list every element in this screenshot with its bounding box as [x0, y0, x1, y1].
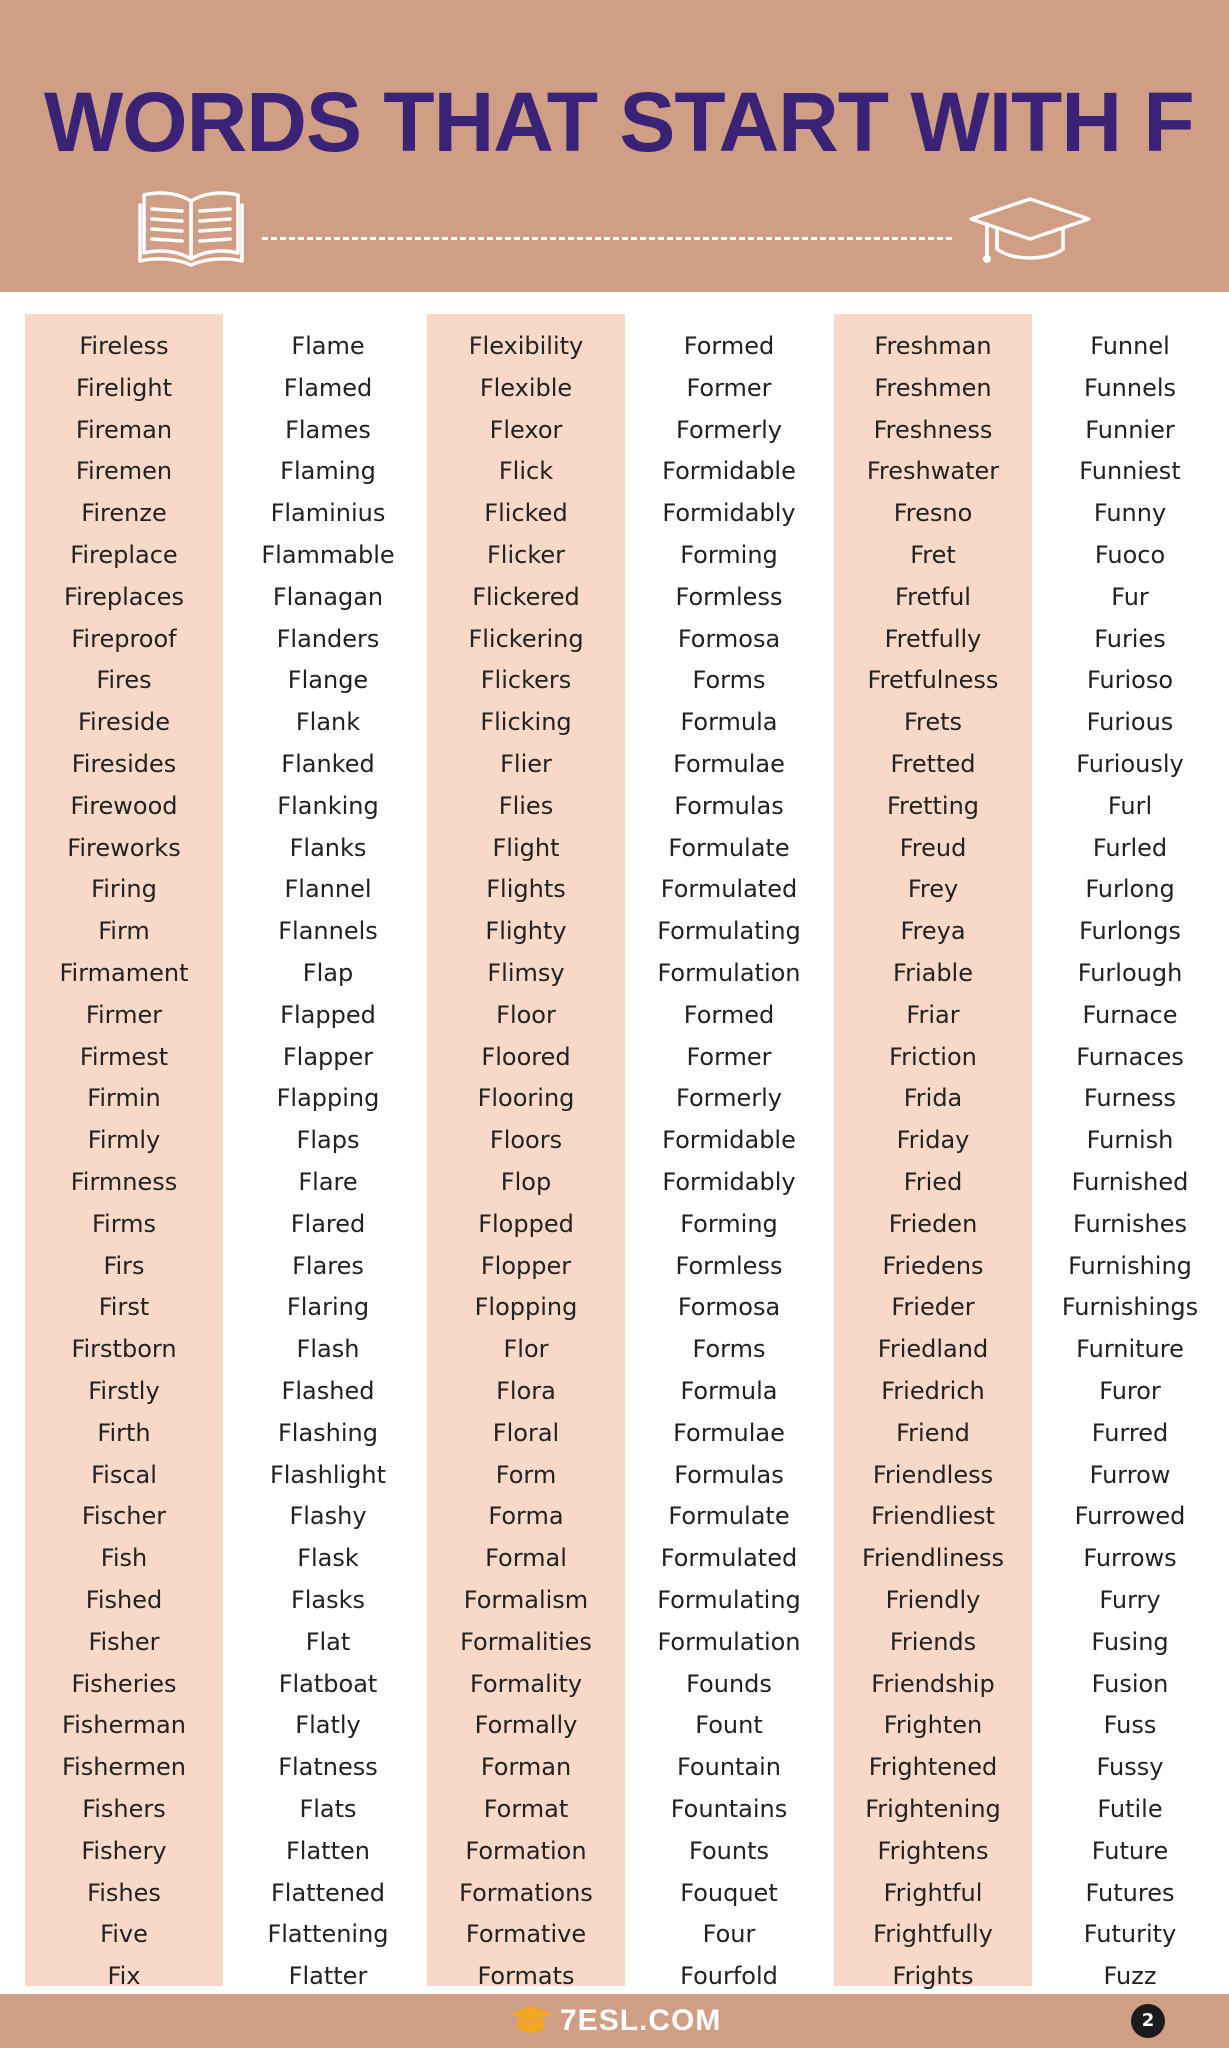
word-item: Frieder: [891, 1293, 975, 1322]
word-item: Format: [483, 1795, 569, 1823]
word-item: Flighty: [485, 917, 567, 946]
word-item: Flanking: [277, 791, 379, 820]
word-item: Friedens: [882, 1251, 984, 1280]
word-item: Furnishes: [1072, 1209, 1187, 1238]
word-item: Fur: [1111, 582, 1149, 611]
word-column-2: [229, 314, 427, 1991]
word-column-4: [630, 314, 828, 1991]
word-item: Furious: [1086, 708, 1174, 737]
word-item: Flatten: [286, 1836, 370, 1865]
word-item: Friendship: [871, 1669, 995, 1698]
word-item: Flicked: [484, 499, 568, 528]
word-item: Flannels: [278, 917, 378, 946]
word-item: Flat: [305, 1627, 351, 1656]
word-item: Flaming: [280, 457, 376, 486]
word-item: Formerly: [676, 1084, 782, 1113]
page-number-badge: 2: [1131, 2004, 1165, 2038]
word-item: Firmest: [79, 1042, 169, 1071]
word-item: Former: [686, 1042, 772, 1071]
word-item: Furlong: [1085, 875, 1175, 904]
word-item: Fishers: [82, 1795, 166, 1823]
word-item: Floored: [481, 1042, 571, 1071]
word-item: Firesides: [71, 750, 177, 778]
word-item: Flor: [503, 1335, 549, 1364]
word-item: Flooring: [477, 1084, 575, 1113]
word-column-5: [834, 314, 1032, 1991]
word-item: Flexible: [479, 373, 573, 402]
word-item: Flash: [296, 1335, 360, 1364]
word-item: Friends: [889, 1627, 977, 1656]
word-item: Freshmen: [874, 373, 992, 402]
word-item: Fished: [85, 1586, 163, 1614]
word-item: Frida: [903, 1084, 963, 1113]
word-item: Funnier: [1085, 415, 1175, 444]
word-item: Flatness: [278, 1753, 378, 1782]
word-item: Furlough: [1077, 959, 1183, 987]
word-item: Furrowed: [1074, 1502, 1186, 1531]
word-item: Flange: [287, 666, 369, 695]
word-item: Fourfold: [680, 1962, 778, 1991]
word-item: Founts: [689, 1836, 769, 1865]
word-item: Furnished: [1071, 1168, 1189, 1196]
word-item: Fuzz: [1103, 1962, 1157, 1991]
word-item: Flashing: [277, 1418, 378, 1447]
word-item: Formerly: [676, 415, 782, 444]
header-decoration: [0, 185, 1229, 275]
word-item: Fretfully: [884, 624, 982, 653]
footer-bar: [0, 1994, 1229, 2048]
word-item: Fishes: [87, 1878, 161, 1907]
word-item: Formulated: [660, 875, 798, 904]
word-item: Funniest: [1079, 457, 1181, 486]
word-item: Fresno: [893, 499, 973, 528]
word-item: Frey: [907, 875, 959, 904]
word-item: Firewood: [70, 791, 178, 820]
word-item: Furness: [1083, 1084, 1177, 1113]
word-item: Flickers: [480, 666, 572, 695]
word-item: Former: [686, 373, 772, 402]
word-item: Firemen: [75, 457, 173, 486]
word-item: Frets: [903, 708, 963, 737]
word-item: Formulating: [657, 1586, 801, 1614]
word-item: Flick: [498, 457, 554, 486]
word-item: Furnishings: [1061, 1293, 1199, 1322]
word-item: Flexor: [489, 415, 563, 444]
word-item: Furnace: [1082, 1000, 1178, 1029]
word-item: Friendliest: [871, 1502, 995, 1531]
word-item: Firmer: [85, 1000, 163, 1029]
word-item: Fretted: [890, 750, 976, 778]
word-item: Flask: [297, 1544, 359, 1573]
word-item: Formulae: [673, 750, 785, 778]
word-item: Flopping: [474, 1293, 578, 1322]
word-item: Fountains: [670, 1795, 788, 1823]
word-item: Formidably: [662, 499, 796, 528]
word-item: Fount: [695, 1711, 763, 1740]
word-column-6: [1031, 314, 1229, 1991]
word-item: Friendless: [872, 1460, 994, 1489]
word-item: Futures: [1085, 1878, 1175, 1907]
word-item: Fires: [96, 666, 152, 695]
word-item: Frightens: [877, 1836, 989, 1865]
word-item: Flattening: [267, 1920, 389, 1949]
word-item: Flats: [299, 1795, 357, 1823]
word-item: Floor: [496, 1000, 556, 1029]
word-item: Formally: [474, 1711, 578, 1740]
word-item: Fischer: [81, 1502, 167, 1531]
word-item: Furrow: [1089, 1460, 1171, 1489]
word-item: Five: [100, 1920, 148, 1949]
word-item: Formidably: [662, 1168, 796, 1196]
word-item: Flicker: [486, 541, 565, 569]
word-item: Friday: [896, 1126, 970, 1155]
word-column-1: [25, 314, 223, 1991]
word-item: Formulas: [674, 1460, 784, 1489]
word-item: Frieden: [888, 1209, 978, 1238]
word-item: Fireman: [75, 415, 173, 444]
word-item: Formosa: [677, 1293, 781, 1322]
word-item: Fountain: [676, 1753, 782, 1782]
word-item: Fishermen: [61, 1753, 186, 1782]
word-item: Formation: [465, 1836, 587, 1865]
word-item: Frightfully: [873, 1920, 993, 1949]
header-banner: [0, 0, 1229, 292]
word-item: Firm: [98, 917, 150, 946]
word-item: Flopper: [480, 1251, 572, 1280]
word-item: Firenze: [81, 499, 167, 528]
word-item: Furnaces: [1076, 1042, 1184, 1071]
word-item: Furniture: [1076, 1335, 1184, 1364]
word-item: Friedland: [877, 1335, 989, 1364]
dashed-divider: [262, 237, 952, 240]
word-item: Flapped: [280, 1000, 376, 1029]
word-item: Flanders: [276, 624, 380, 653]
word-item: Fisher: [88, 1627, 160, 1656]
word-item: Forms: [692, 1335, 766, 1364]
word-item: Fretfulness: [867, 666, 999, 695]
word-item: Fuoco: [1094, 541, 1166, 569]
word-item: Flanks: [289, 833, 367, 862]
word-item: Futile: [1097, 1795, 1163, 1823]
word-item: Flight: [492, 833, 560, 862]
word-item: Firstly: [88, 1377, 160, 1405]
word-item: Frightful: [883, 1878, 983, 1907]
word-item: Firth: [97, 1418, 151, 1447]
word-item: Flickered: [472, 582, 580, 611]
word-item: Fireplaces: [64, 582, 184, 611]
word-item: Flapper: [282, 1042, 374, 1071]
word-item: Formulated: [660, 1544, 798, 1573]
word-item: Flap: [302, 959, 354, 987]
word-item: Fireworks: [67, 833, 181, 862]
open-book-icon: [138, 187, 244, 267]
word-item: Formal: [485, 1544, 567, 1573]
word-item: Formations: [459, 1878, 593, 1907]
word-item: Fisheries: [71, 1669, 177, 1698]
word-item: Firelight: [75, 373, 173, 402]
word-item: Frighten: [883, 1711, 983, 1740]
word-item: Fishery: [81, 1836, 167, 1865]
word-item: Formats: [477, 1962, 575, 1991]
word-item: Founds: [686, 1669, 772, 1698]
logo-text: 7ESL.COM: [560, 2004, 722, 2037]
word-item: Furl: [1107, 791, 1153, 820]
word-item: Freya: [900, 917, 966, 946]
word-item: Funny: [1093, 499, 1167, 528]
word-item: Fix: [107, 1962, 141, 1991]
word-item: Freshness: [873, 415, 993, 444]
word-item: Frights: [892, 1962, 974, 1991]
word-item: Flatly: [295, 1711, 361, 1740]
word-item: Frightening: [865, 1795, 1001, 1823]
word-item: Flank: [295, 708, 361, 737]
word-item: Future: [1091, 1836, 1169, 1865]
word-item: Flared: [290, 1209, 366, 1238]
word-item: Flexibility: [468, 332, 584, 360]
word-item: Formed: [683, 332, 775, 360]
word-item: Friend: [896, 1418, 970, 1447]
word-item: Firmin: [87, 1084, 161, 1113]
word-item: Fret: [910, 541, 956, 569]
word-item: Flop: [500, 1168, 552, 1196]
word-item: Flares: [292, 1251, 364, 1280]
word-item: Flashlight: [269, 1460, 387, 1489]
word-item: Fisherman: [62, 1711, 186, 1740]
word-item: Flapping: [276, 1084, 380, 1113]
word-item: Formless: [675, 1251, 783, 1280]
word-item: Flame: [291, 332, 365, 360]
word-item: First: [98, 1293, 150, 1322]
word-item: Fireplace: [70, 541, 178, 569]
word-item: Furies: [1094, 624, 1166, 653]
word-item: Flasks: [290, 1586, 366, 1614]
word-item: Fireproof: [71, 624, 177, 653]
word-item: Four: [702, 1920, 756, 1949]
word-item: Firstborn: [71, 1335, 177, 1364]
word-item: Fretting: [886, 791, 980, 820]
word-item: Fish: [100, 1544, 148, 1573]
word-item: Flaminius: [270, 499, 386, 528]
word-item: Fusing: [1091, 1627, 1169, 1656]
word-item: Furiously: [1076, 750, 1184, 778]
word-item: Flier: [500, 750, 552, 778]
graduation-cap-icon: [508, 2004, 554, 2038]
word-item: Flatboat: [278, 1669, 378, 1698]
word-item: Funnel: [1090, 332, 1170, 360]
word-item: Formulation: [657, 959, 801, 987]
word-item: Friendly: [885, 1586, 981, 1614]
word-item: Fuss: [1103, 1711, 1157, 1740]
word-item: Furor: [1099, 1377, 1161, 1405]
page-title: WORDS THAT START WITH F: [44, 75, 1194, 169]
word-item: Floral: [492, 1418, 560, 1447]
word-item: Flattened: [271, 1878, 385, 1907]
word-item: Friable: [893, 959, 973, 987]
word-item: Flights: [486, 875, 566, 904]
word-item: Freshwater: [866, 457, 1000, 486]
graduation-cap-icon: [967, 195, 1093, 269]
word-item: Fried: [903, 1168, 963, 1196]
word-item: Forming: [680, 541, 778, 569]
word-item: Flicking: [480, 708, 572, 737]
word-item: Forma: [488, 1502, 564, 1531]
word-item: Flickering: [468, 624, 584, 653]
word-item: Flanagan: [272, 582, 384, 611]
word-item: Freshman: [874, 332, 992, 360]
word-item: Friction: [889, 1042, 977, 1071]
word-item: Friendliness: [861, 1544, 1005, 1573]
word-item: Furnishing: [1068, 1251, 1192, 1280]
word-item: Floors: [489, 1126, 563, 1155]
word-item: Formula: [680, 1377, 778, 1405]
word-item: Formality: [469, 1669, 583, 1698]
word-item: Formula: [680, 708, 778, 737]
word-item: Flora: [496, 1377, 556, 1405]
word-column-3: [427, 314, 625, 1991]
word-item: Formed: [683, 1000, 775, 1029]
word-item: Flies: [498, 791, 554, 820]
word-item: Fussy: [1096, 1753, 1164, 1782]
word-item: Flatter: [288, 1962, 368, 1991]
word-item: Forming: [680, 1209, 778, 1238]
word-item: Formalism: [463, 1586, 589, 1614]
word-item: Formless: [675, 582, 783, 611]
word-item: Furred: [1091, 1418, 1169, 1447]
word-item: Flames: [285, 415, 371, 444]
word-item: Flimsy: [487, 959, 565, 987]
word-item: Fouquet: [680, 1878, 778, 1907]
word-item: Friar: [906, 1000, 960, 1029]
word-item: Furled: [1092, 833, 1168, 862]
word-item: Formulation: [657, 1627, 801, 1656]
word-item: Furioso: [1086, 666, 1174, 695]
word-item: Firms: [91, 1209, 157, 1238]
word-item: Fireside: [77, 708, 170, 737]
word-item: Flammable: [261, 541, 395, 569]
word-item: Fireless: [79, 332, 169, 360]
word-item: Fiscal: [91, 1460, 157, 1489]
word-grid: [0, 292, 1229, 1994]
word-item: Formulating: [657, 917, 801, 946]
word-item: Firmament: [59, 959, 189, 987]
word-item: Formulae: [673, 1418, 785, 1447]
word-item: Forms: [692, 666, 766, 695]
word-item: Flaring: [286, 1293, 370, 1322]
word-item: Furrows: [1083, 1544, 1177, 1573]
word-item: Flopped: [478, 1209, 574, 1238]
word-item: Freud: [899, 833, 967, 862]
word-item: Flannel: [284, 875, 372, 904]
word-item: Formidable: [662, 1126, 796, 1155]
word-item: Furry: [1099, 1586, 1161, 1614]
word-item: Formosa: [677, 624, 781, 653]
word-item: Form: [495, 1460, 557, 1489]
word-item: Furlongs: [1079, 917, 1181, 946]
word-item: Firing: [91, 875, 157, 904]
word-item: Fusion: [1091, 1669, 1169, 1698]
word-item: Formulas: [674, 791, 784, 820]
word-item: Formulate: [668, 833, 790, 862]
word-item: Formidable: [662, 457, 796, 486]
word-item: Formulate: [668, 1502, 790, 1531]
word-item: Forman: [480, 1753, 572, 1782]
word-item: Firmly: [87, 1126, 161, 1155]
word-item: Firs: [103, 1251, 145, 1280]
word-item: Formative: [465, 1920, 587, 1949]
word-item: Friedrich: [881, 1377, 985, 1405]
word-item: Frightened: [868, 1753, 998, 1782]
word-item: Furnish: [1086, 1126, 1174, 1155]
word-item: Formalities: [460, 1627, 592, 1656]
word-item: Flaps: [296, 1126, 360, 1155]
word-item: Flare: [298, 1168, 358, 1196]
word-item: Flanked: [281, 750, 375, 778]
word-item: Flamed: [283, 373, 373, 402]
word-item: Funnels: [1083, 373, 1177, 402]
word-item: Fretful: [895, 582, 971, 611]
word-item: Flashy: [289, 1502, 367, 1531]
word-item: Flashed: [281, 1377, 375, 1405]
word-item: Futurity: [1083, 1920, 1177, 1949]
word-item: Firmness: [70, 1168, 178, 1196]
